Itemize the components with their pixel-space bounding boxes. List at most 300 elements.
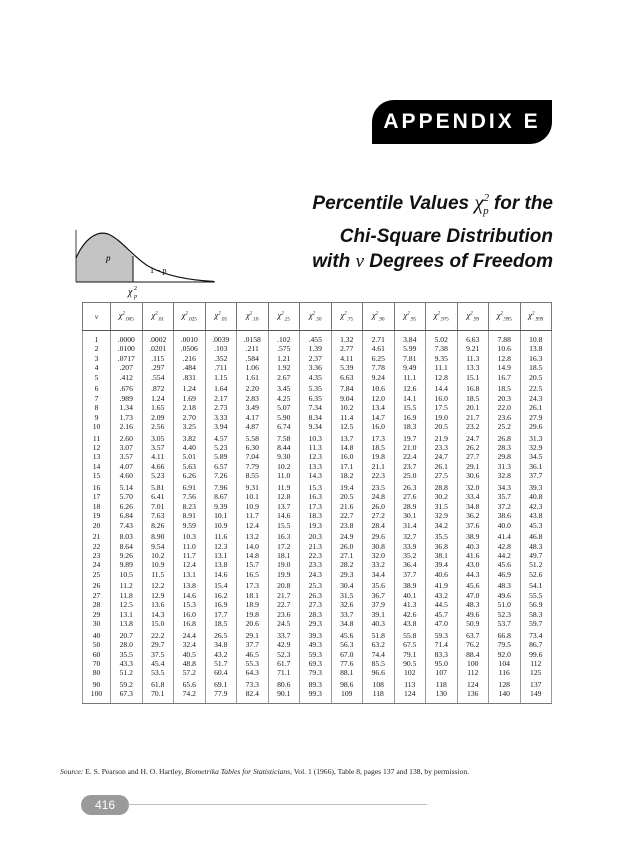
nu-cell: 12 <box>83 443 111 452</box>
value-cell: 28.8 <box>426 481 458 492</box>
value-cell: 128 <box>489 678 521 689</box>
value-cell: 16.5 <box>237 570 269 579</box>
value-cell: 16.0 <box>426 394 458 403</box>
value-cell: 29.1 <box>457 462 489 471</box>
value-cell: 10.9 <box>142 560 174 569</box>
value-cell: 52.3 <box>489 610 521 619</box>
value-cell: 29.6 <box>363 530 395 541</box>
value-cell: .455 <box>300 331 332 345</box>
value-cell: 14.4 <box>426 382 458 393</box>
value-cell: 24.7 <box>457 432 489 443</box>
value-cell: 1.69 <box>174 394 206 403</box>
value-cell: 20.1 <box>457 403 489 412</box>
value-cell: 4.11 <box>331 354 363 363</box>
value-cell: 70.1 <box>142 689 174 703</box>
value-cell: 32.9 <box>520 443 552 452</box>
value-cell: 38.1 <box>426 551 458 560</box>
value-cell: 14.7 <box>363 413 395 422</box>
value-cell: 11.9 <box>268 481 300 492</box>
value-cell: 130 <box>426 689 458 703</box>
value-cell: 16.2 <box>205 591 237 600</box>
value-cell: 2.60 <box>111 432 143 443</box>
value-cell: 6.63 <box>457 331 489 345</box>
value-cell: 45.6 <box>489 560 521 569</box>
value-cell: 8.34 <box>300 413 332 422</box>
value-cell: 7.43 <box>111 521 143 530</box>
value-cell: 3.07 <box>111 443 143 452</box>
value-cell: .0010 <box>174 331 206 345</box>
value-cell: 13.7 <box>331 432 363 443</box>
value-cell: 4.61 <box>363 344 395 353</box>
value-cell: 125 <box>520 668 552 677</box>
value-cell: 32.0 <box>363 551 395 560</box>
value-cell: 16.3 <box>268 530 300 541</box>
value-cell: 9.30 <box>268 452 300 461</box>
value-cell: 118 <box>426 678 458 689</box>
value-cell: 2.20 <box>237 382 269 393</box>
value-cell: 30.1 <box>394 511 426 520</box>
value-cell: 19.7 <box>394 432 426 443</box>
table-row <box>83 659 552 668</box>
value-cell: 71.4 <box>426 640 458 649</box>
value-cell: 7.81 <box>394 354 426 363</box>
value-cell: 2.71 <box>363 331 395 345</box>
value-cell: 38.6 <box>489 511 521 520</box>
value-cell: 10.9 <box>205 521 237 530</box>
nu-cell: 40 <box>83 629 111 640</box>
value-cell: 28.4 <box>363 521 395 530</box>
value-cell: .352 <box>205 354 237 363</box>
nu-cell: 1 <box>83 331 111 345</box>
value-cell: 12.8 <box>426 373 458 382</box>
value-cell: 41.4 <box>489 530 521 541</box>
value-cell: 19.0 <box>268 560 300 569</box>
value-cell: 10.2 <box>142 551 174 560</box>
value-cell: 7.01 <box>142 502 174 511</box>
value-cell: 7.88 <box>489 331 521 345</box>
nu-cell: 60 <box>83 650 111 659</box>
value-cell: 4.40 <box>174 443 206 452</box>
value-cell: 31.5 <box>331 591 363 600</box>
value-cell: 4.35 <box>300 373 332 382</box>
value-cell: 4.66 <box>142 462 174 471</box>
value-cell: 20.7 <box>111 629 143 640</box>
value-cell: 24.3 <box>520 394 552 403</box>
title-line-1 <box>253 186 553 224</box>
value-cell: 5.58 <box>237 432 269 443</box>
value-cell: 33.2 <box>363 560 395 569</box>
nu-cell: 17 <box>83 492 111 501</box>
value-cell: 14.6 <box>174 591 206 600</box>
value-cell: 7.84 <box>331 382 363 393</box>
value-cell: 4.60 <box>111 471 143 480</box>
value-cell: 5.39 <box>331 363 363 372</box>
value-cell: 15.0 <box>142 619 174 628</box>
value-cell: 8.91 <box>174 511 206 520</box>
value-cell: 3.25 <box>174 422 206 431</box>
value-cell: 18.3 <box>394 422 426 431</box>
value-cell: 8.67 <box>205 492 237 501</box>
value-cell: 51.2 <box>520 560 552 569</box>
column-header: $\chi^2_{.90}$ <box>363 303 395 331</box>
value-cell: 30.6 <box>457 471 489 480</box>
table-row <box>83 629 552 640</box>
value-cell: 1.64 <box>205 382 237 393</box>
value-cell: 2.16 <box>111 422 143 431</box>
value-cell: 28.0 <box>111 640 143 649</box>
value-cell: 7.56 <box>174 492 206 501</box>
value-cell: 21.0 <box>394 443 426 452</box>
value-cell: 12.3 <box>205 542 237 551</box>
nu-cell: 30 <box>83 619 111 628</box>
value-cell: 23.6 <box>268 610 300 619</box>
value-cell: 15.1 <box>457 373 489 382</box>
table-row <box>83 363 552 372</box>
value-cell: 18.5 <box>205 619 237 628</box>
value-cell: 20.5 <box>520 373 552 382</box>
value-cell: 19.8 <box>237 610 269 619</box>
value-cell: 5.02 <box>426 331 458 345</box>
value-cell: 108 <box>363 678 395 689</box>
value-cell: 40.1 <box>394 591 426 600</box>
value-cell: 5.35 <box>300 382 332 393</box>
table-row <box>83 481 552 492</box>
value-cell: 9.59 <box>174 521 206 530</box>
value-cell: 6.84 <box>111 511 143 520</box>
value-cell: 92.0 <box>489 650 521 659</box>
value-cell: 124 <box>394 689 426 703</box>
value-cell: 18.1 <box>268 551 300 560</box>
value-cell: 9.34 <box>300 422 332 431</box>
nu-cell: 22 <box>83 542 111 551</box>
table-row <box>83 403 552 412</box>
value-cell: 16.0 <box>331 452 363 461</box>
value-cell: 44.3 <box>457 570 489 579</box>
value-cell: 46.9 <box>489 570 521 579</box>
tail-label: 1 − p <box>150 266 167 275</box>
column-header: $\chi^2_{.99}$ <box>457 303 489 331</box>
value-cell: 10.2 <box>268 462 300 471</box>
value-cell: 36.7 <box>363 591 395 600</box>
column-header: $\chi^2_{.75}$ <box>331 303 363 331</box>
value-cell: 9.21 <box>457 344 489 353</box>
value-cell: 37.6 <box>457 521 489 530</box>
value-cell: 15.7 <box>237 560 269 569</box>
value-cell: 7.26 <box>205 471 237 480</box>
value-cell: 40.3 <box>363 619 395 628</box>
value-cell: 6.26 <box>174 471 206 480</box>
value-cell: 1.39 <box>300 344 332 353</box>
value-cell: 140 <box>489 689 521 703</box>
value-cell: 12.0 <box>363 394 395 403</box>
value-cell: 36.2 <box>457 511 489 520</box>
value-cell: 7.58 <box>268 432 300 443</box>
table-row <box>83 394 552 403</box>
table-row <box>83 413 552 422</box>
value-cell: 34.8 <box>205 640 237 649</box>
value-cell: 1.32 <box>331 331 363 345</box>
value-cell: 23.2 <box>457 422 489 431</box>
table-row <box>83 331 552 345</box>
value-cell: 7.34 <box>300 403 332 412</box>
value-cell: 20.5 <box>426 422 458 431</box>
value-cell: 8.64 <box>111 542 143 551</box>
value-cell: 45.7 <box>426 610 458 619</box>
table-row <box>83 560 552 569</box>
value-cell: 14.9 <box>489 363 521 372</box>
value-cell: 89.3 <box>300 678 332 689</box>
nu-cell: 21 <box>83 530 111 541</box>
value-cell: 77.9 <box>205 689 237 703</box>
value-cell: 2.83 <box>237 394 269 403</box>
value-cell: 36.1 <box>520 462 552 471</box>
value-cell: 80.6 <box>268 678 300 689</box>
value-cell: .102 <box>268 331 300 345</box>
value-cell: 19.9 <box>268 570 300 579</box>
value-cell: 2.17 <box>205 394 237 403</box>
nu-cell: 7 <box>83 394 111 403</box>
value-cell: 77.6 <box>331 659 363 668</box>
value-cell: .115 <box>142 354 174 363</box>
value-cell: 33.4 <box>457 492 489 501</box>
value-cell: 21.6 <box>331 502 363 511</box>
value-cell: 113 <box>394 678 426 689</box>
value-cell: 3.84 <box>394 331 426 345</box>
value-cell: 14.8 <box>237 551 269 560</box>
value-cell: 59.7 <box>520 619 552 628</box>
value-cell: 32.8 <box>489 471 521 480</box>
value-cell: 2.73 <box>205 403 237 412</box>
value-cell: 63.2 <box>363 640 395 649</box>
value-cell: .103 <box>205 344 237 353</box>
svg-text:p: p <box>134 294 137 300</box>
column-header: $\chi^2_{.05}$ <box>205 303 237 331</box>
value-cell: 25.3 <box>300 579 332 590</box>
source-note: Source: E. S. Pearson and H. O. Hartley, Biometrika Tables for Statisticians, Vol. 1 (1966), Table 8, pages 137 and 138, by permission. <box>60 767 470 776</box>
value-cell: 57.2 <box>174 668 206 677</box>
nu-symbol: ν <box>355 251 364 273</box>
value-cell: 102 <box>394 668 426 677</box>
value-cell: 73.3 <box>237 678 269 689</box>
nu-cell: 29 <box>83 610 111 619</box>
value-cell: 43.8 <box>520 511 552 520</box>
value-cell: .831 <box>174 373 206 382</box>
value-cell: 49.6 <box>457 610 489 619</box>
value-cell: 5.89 <box>205 452 237 461</box>
value-cell: 7.96 <box>205 481 237 492</box>
value-cell: 21.9 <box>426 432 458 443</box>
value-cell: 21.1 <box>363 462 395 471</box>
value-cell: 13.4 <box>363 403 395 412</box>
value-cell: 26.3 <box>300 591 332 600</box>
value-cell: 6.30 <box>237 443 269 452</box>
value-cell: 5.14 <box>111 481 143 492</box>
value-cell: 35.5 <box>111 650 143 659</box>
value-cell: 13.1 <box>174 570 206 579</box>
value-cell: 40.3 <box>457 542 489 551</box>
value-cell: 59.3 <box>426 629 458 640</box>
value-cell: 38.9 <box>394 579 426 590</box>
value-cell: 61.7 <box>268 659 300 668</box>
value-cell: .989 <box>111 394 143 403</box>
table-row <box>83 551 552 560</box>
value-cell: 5.99 <box>394 344 426 353</box>
value-cell: 22.3 <box>300 551 332 560</box>
page-rule <box>127 804 427 805</box>
value-cell: 3.49 <box>237 403 269 412</box>
value-cell: 10.6 <box>489 344 521 353</box>
value-cell: 15.4 <box>205 579 237 590</box>
value-cell: 29.7 <box>142 640 174 649</box>
value-cell: .297 <box>142 363 174 372</box>
value-cell: 2.37 <box>300 354 332 363</box>
value-cell: 6.91 <box>174 481 206 492</box>
value-cell: 23.7 <box>394 462 426 471</box>
value-cell: 33.7 <box>268 629 300 640</box>
value-cell: 28.3 <box>300 610 332 619</box>
value-cell: 2.77 <box>331 344 363 353</box>
value-cell: 22.3 <box>363 471 395 480</box>
value-cell: 10.3 <box>300 432 332 443</box>
value-cell: 43.3 <box>111 659 143 668</box>
value-cell: 26.3 <box>394 481 426 492</box>
value-cell: 12.4 <box>237 521 269 530</box>
value-cell: 6.74 <box>268 422 300 431</box>
value-cell: 4.17 <box>237 413 269 422</box>
value-cell: 24.7 <box>426 452 458 461</box>
value-cell: 29.6 <box>520 422 552 431</box>
value-cell: 86.7 <box>520 640 552 649</box>
value-cell: 112 <box>457 668 489 677</box>
value-cell: 107 <box>426 668 458 677</box>
nu-cell: 28 <box>83 600 111 609</box>
value-cell: 13.7 <box>268 502 300 511</box>
table-row <box>83 619 552 628</box>
value-cell: 16.9 <box>394 413 426 422</box>
value-cell: 40.8 <box>520 492 552 501</box>
value-cell: 12.2 <box>142 579 174 590</box>
nu-cell: 13 <box>83 452 111 461</box>
value-cell: 9.54 <box>142 542 174 551</box>
nu-cell: 80 <box>83 668 111 677</box>
value-cell: 44.2 <box>489 551 521 560</box>
title-line-3: with ν Degrees of Freedom <box>312 251 553 273</box>
value-cell: 79.1 <box>394 650 426 659</box>
shaded-area-p <box>76 233 133 282</box>
value-cell: 28.3 <box>489 443 521 452</box>
value-cell: 5.90 <box>268 413 300 422</box>
column-header: $\chi^2_{.999}$ <box>520 303 552 331</box>
value-cell: 17.7 <box>205 610 237 619</box>
nu-cell: 100 <box>83 689 111 703</box>
value-cell: 16.8 <box>457 382 489 393</box>
svg-text:2: 2 <box>134 286 137 292</box>
value-cell: 69.1 <box>205 678 237 689</box>
value-cell: .216 <box>174 354 206 363</box>
nu-cell: 10 <box>83 422 111 431</box>
value-cell: 19.0 <box>426 413 458 422</box>
value-cell: 33.7 <box>331 610 363 619</box>
value-cell: 22.4 <box>394 452 426 461</box>
value-cell: 66.8 <box>489 629 521 640</box>
value-cell: 15.5 <box>394 403 426 412</box>
value-cell: 1.15 <box>205 373 237 382</box>
table-row <box>83 432 552 443</box>
value-cell: 48.3 <box>457 600 489 609</box>
value-cell: 15.3 <box>174 600 206 609</box>
value-cell: 8.55 <box>237 471 269 480</box>
value-cell: 31.3 <box>489 462 521 471</box>
value-cell: 55.5 <box>520 591 552 600</box>
value-cell: 8.90 <box>142 530 174 541</box>
value-cell: 18.9 <box>237 600 269 609</box>
value-cell: 61.8 <box>142 678 174 689</box>
value-cell: 11.5 <box>142 570 174 579</box>
value-cell: 26.0 <box>331 542 363 551</box>
column-header: $\chi^2_{.10}$ <box>237 303 269 331</box>
value-cell: 14.6 <box>268 511 300 520</box>
nu-cell: 70 <box>83 659 111 668</box>
value-cell: 27.3 <box>300 600 332 609</box>
value-cell: 43.8 <box>394 619 426 628</box>
value-cell: 42.6 <box>394 610 426 619</box>
value-cell: 11.1 <box>426 363 458 372</box>
value-cell: 45.6 <box>331 629 363 640</box>
value-cell: 46.5 <box>237 650 269 659</box>
value-cell: 36.8 <box>426 542 458 551</box>
value-cell: 11.8 <box>111 591 143 600</box>
value-cell: 13.3 <box>300 462 332 471</box>
value-cell: 8.26 <box>142 521 174 530</box>
column-header: $\chi^2_{.025}$ <box>174 303 206 331</box>
value-cell: 43.2 <box>205 650 237 659</box>
value-cell: 12.5 <box>331 422 363 431</box>
value-cell: 59.3 <box>300 650 332 659</box>
nu-cell: 11 <box>83 432 111 443</box>
value-cell: 65.6 <box>174 678 206 689</box>
value-cell: 3.94 <box>205 422 237 431</box>
title-line-2: Chi-Square Distribution <box>339 226 553 248</box>
table-row <box>83 502 552 511</box>
value-cell: 3.82 <box>174 432 206 443</box>
table-row <box>83 640 552 649</box>
value-cell: .211 <box>237 344 269 353</box>
value-cell: 23.3 <box>300 560 332 569</box>
value-cell: 16.7 <box>489 373 521 382</box>
value-cell: 79.3 <box>300 668 332 677</box>
value-cell: 32.7 <box>394 530 426 541</box>
value-cell: 26.1 <box>426 462 458 471</box>
value-cell: 5.81 <box>142 481 174 492</box>
value-cell: 18.5 <box>457 394 489 403</box>
value-cell: 43.2 <box>426 591 458 600</box>
value-cell: 10.2 <box>331 403 363 412</box>
value-cell: 34.3 <box>489 481 521 492</box>
value-cell: 51.7 <box>205 659 237 668</box>
value-cell: 34.2 <box>426 521 458 530</box>
value-cell: .484 <box>174 363 206 372</box>
value-cell: 73.4 <box>520 629 552 640</box>
value-cell: 11.3 <box>300 443 332 452</box>
title-suffix: for the <box>488 193 553 214</box>
table-row <box>83 354 552 363</box>
value-cell: 16.0 <box>174 610 206 619</box>
value-cell: 104 <box>489 659 521 668</box>
value-cell: 149 <box>520 689 552 703</box>
value-cell: 1.21 <box>268 354 300 363</box>
nu-cell: 18 <box>83 502 111 511</box>
value-cell: 45.3 <box>520 521 552 530</box>
